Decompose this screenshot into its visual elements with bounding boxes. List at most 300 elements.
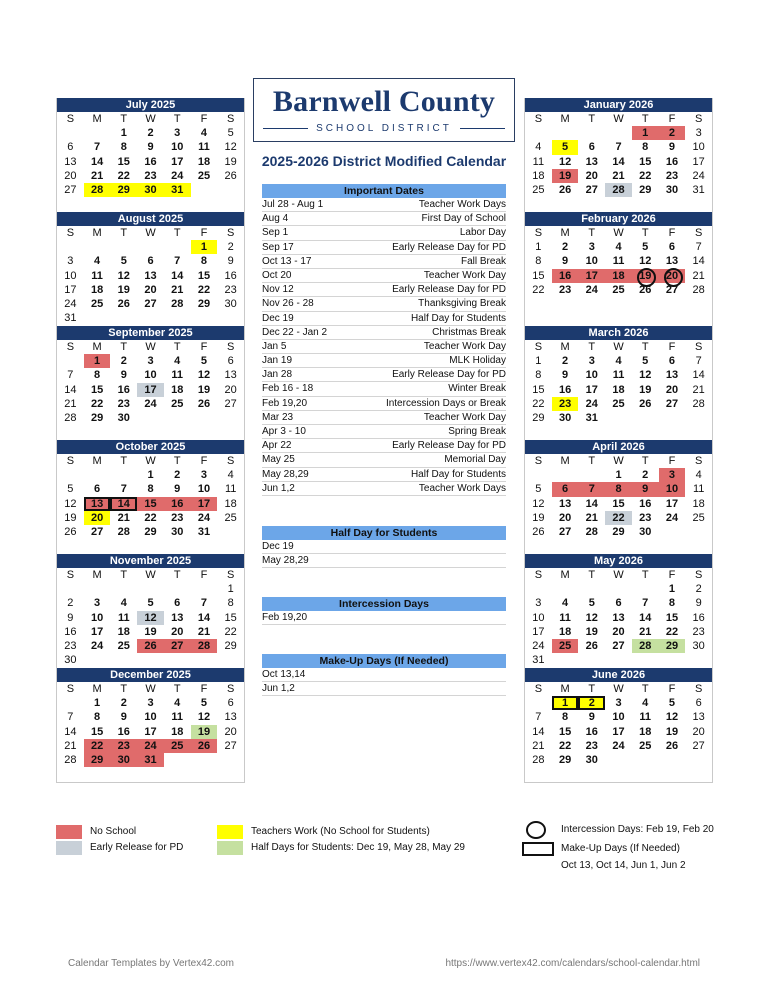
day-cell: 26 [639, 283, 652, 296]
day-cell: 27 [224, 397, 237, 410]
empty-cell [137, 653, 164, 667]
month-block [57, 212, 244, 326]
day-cell: 4 [642, 697, 649, 710]
empty-cell [57, 126, 84, 140]
date-range: Sep 17 [262, 241, 294, 253]
footer-right[interactable]: https://www.vertex42.com/calendars/school-calendar.html [445, 958, 700, 969]
date-range: Dec 19 [262, 541, 294, 552]
day-cell: 9 [695, 597, 702, 610]
day-cell: 16 [665, 155, 679, 168]
week-row [57, 525, 244, 539]
day-cell: 10 [90, 611, 104, 624]
day-cell: 18 [117, 625, 130, 638]
day-cell: 1 [147, 469, 154, 482]
day-cell: 15 [532, 269, 545, 282]
day-cell: 7 [695, 355, 702, 368]
weekday-label: W [145, 341, 156, 353]
week-row [525, 169, 712, 183]
day-cell: 9 [67, 611, 74, 624]
week-row [525, 155, 712, 169]
day-cell: 28 [171, 297, 184, 310]
day-cell: 17 [137, 383, 164, 397]
weekday-label: T [588, 341, 596, 353]
day-cell: 14 [64, 383, 77, 396]
day-cell: 8 [94, 369, 101, 382]
day-cell: 11 [612, 369, 625, 382]
date-range: May 28,29 [262, 468, 309, 480]
date-range: Jan 5 [262, 340, 287, 352]
day-cell: 16 [585, 725, 598, 738]
weekday-label: M [92, 455, 102, 467]
day-cell: 20 [84, 511, 111, 525]
weekday-header [57, 112, 244, 126]
day-cell: 16 [552, 269, 579, 283]
weekday-label: F [668, 113, 676, 125]
day-cell: 29 [144, 525, 157, 538]
weekday-header [57, 340, 244, 354]
day-cell: 31 [532, 654, 545, 667]
day-cell: 20 [171, 625, 184, 638]
weekday-label: W [613, 569, 624, 581]
day-cell: 11 [171, 369, 184, 382]
empty-cell [110, 582, 137, 596]
day-cell: 24 [144, 397, 157, 410]
empty-cell [84, 311, 111, 325]
day-cell: 3 [535, 597, 542, 610]
day-cell: 7 [695, 241, 702, 254]
week-row [525, 739, 712, 753]
day-cell: 23 [552, 397, 579, 411]
weekday-label: M [92, 227, 102, 239]
day-cell: 14 [197, 611, 211, 624]
day-cell: 23 [171, 511, 184, 524]
week-row [57, 368, 244, 382]
week-row [57, 155, 244, 169]
week-row [57, 639, 244, 653]
day-cell: 21 [117, 511, 130, 524]
date-row [262, 312, 506, 326]
weekday-label: M [92, 341, 102, 353]
weekday-label: T [120, 683, 128, 695]
day-cell: 22 [532, 397, 545, 410]
legend-col-3 [522, 820, 714, 874]
weekday-label: T [641, 683, 649, 695]
event-name: Christmas Break [432, 326, 506, 338]
day-cell: 6 [668, 355, 676, 368]
week-row [57, 169, 244, 183]
day-cell: 1 [632, 126, 659, 140]
date-range: Oct 13 - 17 [262, 255, 312, 267]
event-name: Early Release Day for PD [392, 284, 506, 296]
circle-icon [526, 821, 546, 839]
date-range: Dec 22 - Jan 2 [262, 326, 328, 338]
day-cell: 18 [532, 169, 545, 182]
date-row [262, 611, 506, 625]
day-cell: 1 [84, 354, 111, 368]
day-cell: 1 [668, 583, 676, 596]
weekday-label: W [145, 113, 156, 125]
day-cell: 13 [665, 369, 679, 382]
day-cell: 28 [84, 183, 111, 197]
day-cell: 24 [532, 639, 545, 652]
day-cell: 27 [64, 183, 77, 196]
week-row [525, 753, 712, 767]
day-cell: 9 [120, 369, 127, 382]
day-cell: 26 [197, 397, 211, 410]
date-range: Jun 1,2 [262, 482, 295, 494]
day-cell: 19 [665, 725, 679, 738]
empty-cell [685, 411, 712, 425]
empty-cell [84, 240, 111, 254]
date-range: Nov 12 [262, 284, 294, 296]
empty-cell [110, 240, 137, 254]
day-cell: 30 [585, 753, 598, 766]
day-cell: 21 [639, 625, 652, 638]
event-name: MLK Holiday [449, 355, 506, 367]
day-cell: 19 [632, 269, 659, 283]
week-row [525, 710, 712, 724]
event-name: Labor Day [459, 227, 506, 239]
day-cell: 15 [532, 383, 545, 396]
day-cell: 22 [605, 511, 632, 525]
date-row [262, 326, 506, 340]
date-range: Feb 16 - 18 [262, 383, 314, 395]
day-cell: 19 [144, 625, 157, 638]
legend-no-school: No School [90, 826, 137, 837]
day-cell: 16 [639, 497, 652, 510]
day-cell: 18 [612, 383, 625, 396]
day-cell: 19 [552, 169, 579, 183]
day-cell: 7 [615, 141, 622, 154]
day-cell: 30 [665, 183, 679, 196]
day-cell: 3 [147, 355, 154, 368]
early-release-swatch [56, 841, 82, 855]
day-cell: 12 [585, 611, 598, 624]
weekday-label: T [173, 455, 181, 467]
event-name: Spring Break [448, 426, 506, 437]
day-cell: 24 [137, 739, 164, 753]
day-cell: 30 [224, 297, 237, 310]
day-cell: 27 [612, 639, 625, 652]
day-cell: 26 [532, 525, 545, 538]
weekday-label: S [227, 683, 235, 695]
day-cell: 21 [692, 383, 705, 396]
empty-cell [191, 582, 218, 596]
makeup-header: Make-Up Days (If Needed) [262, 654, 506, 668]
day-cell: 9 [174, 483, 181, 496]
date-range: Jun 1,2 [262, 683, 295, 695]
day-cell: 21 [171, 283, 184, 296]
date-row [262, 453, 506, 467]
event-name: Memorial Day [444, 454, 506, 466]
week-row [525, 240, 712, 254]
week-row [525, 140, 712, 154]
day-cell: 17 [612, 725, 625, 738]
day-cell: 26 [665, 739, 679, 752]
day-cell: 14 [639, 611, 652, 624]
day-cell: 24 [64, 297, 77, 310]
day-cell: 11 [559, 611, 571, 624]
event-name: Half Day for Students [410, 312, 506, 324]
month-block [57, 554, 244, 668]
event-name: Early Release Day for PD [392, 440, 506, 452]
footer-left[interactable]: Calendar Templates by Vertex42.com [68, 958, 235, 969]
weekday-label: S [534, 569, 543, 581]
date-range: Feb 19,20 [262, 612, 308, 623]
month-block [525, 212, 712, 326]
day-cell: 20 [659, 269, 686, 283]
day-cell: 11 [117, 611, 130, 624]
teachers-work-swatch [217, 825, 243, 839]
day-cell: 5 [120, 255, 127, 268]
day-cell: 14 [585, 497, 598, 510]
empty-cell [137, 240, 164, 254]
date-row [262, 668, 506, 682]
day-cell: 4 [120, 597, 127, 610]
date-range: Mar 23 [262, 411, 294, 423]
day-cell: 23 [692, 625, 705, 638]
date-row [262, 425, 506, 439]
weekday-label: T [173, 683, 181, 695]
empty-cell [217, 653, 244, 667]
day-cell: 5 [67, 483, 74, 496]
day-cell: 12 [639, 255, 652, 268]
empty-cell [137, 411, 164, 425]
empty-cell [659, 411, 686, 425]
weekday-header [525, 682, 712, 696]
day-cell: 17 [578, 269, 605, 283]
week-row [57, 511, 244, 525]
weekday-label: F [668, 683, 676, 695]
date-row [262, 397, 506, 411]
day-cell: 8 [200, 255, 208, 268]
day-cell: 9 [227, 255, 234, 268]
day-cell: 22 [532, 283, 545, 296]
date-row [262, 411, 506, 425]
intercession-section [262, 597, 506, 625]
day-cell: 13 [665, 255, 679, 268]
empty-cell [164, 240, 191, 254]
day-cell: 6 [67, 141, 74, 154]
date-row [262, 241, 506, 255]
day-cell: 27 [665, 283, 679, 296]
day-cell: 26 [64, 525, 77, 538]
day-cell: 7 [67, 369, 74, 382]
month-title: April 2026 [525, 440, 712, 454]
weekday-label: F [200, 569, 208, 581]
empty-cell [164, 753, 191, 767]
day-cell: 30 [110, 753, 137, 767]
day-cell: 23 [64, 639, 77, 652]
day-cell: 19 [532, 511, 545, 524]
day-cell: 24 [90, 639, 104, 652]
event-name: Teacher Work Day [423, 269, 506, 281]
weekday-label: S [695, 227, 703, 239]
day-cell: 10 [692, 141, 705, 154]
day-cell: 11 [91, 269, 103, 282]
date-range: Aug 4 [262, 213, 289, 225]
day-cell: 28 [64, 753, 77, 766]
day-cell: 11 [639, 711, 652, 724]
event-name: Winter Break [448, 383, 506, 395]
weekday-header [525, 112, 712, 126]
day-cell: 4 [615, 241, 622, 254]
day-cell: 13 [171, 611, 184, 624]
date-range: Oct 20 [262, 269, 292, 281]
day-cell: 21 [585, 511, 598, 524]
day-cell: 13 [64, 155, 77, 168]
date-row [262, 554, 506, 568]
week-row [57, 468, 244, 482]
day-cell: 26 [558, 183, 572, 196]
day-cell: 26 [224, 169, 237, 182]
day-cell: 25 [612, 283, 625, 296]
legend-intercession: Intercession Days: Feb 19, Feb 20 [561, 824, 714, 835]
day-cell: 24 [171, 169, 184, 182]
day-cell: 14 [692, 369, 705, 382]
day-cell: 20 [144, 283, 157, 296]
week-row [57, 653, 244, 667]
day-cell: 30 [137, 183, 164, 197]
day-cell: 14 [612, 155, 625, 168]
weekday-label: T [588, 227, 596, 239]
empty-cell [685, 753, 712, 767]
day-cell: 7 [535, 711, 542, 724]
date-range: May 25 [262, 454, 295, 466]
day-cell: 18 [605, 269, 632, 283]
empty-cell [552, 126, 579, 140]
day-cell: 27 [90, 525, 104, 538]
week-row [525, 269, 712, 283]
day-cell: 12 [532, 497, 545, 510]
day-cell: 31 [137, 753, 164, 767]
week-row [57, 611, 244, 625]
day-cell: 29 [532, 411, 545, 424]
empty-cell [84, 126, 111, 140]
weekday-label: F [200, 341, 208, 353]
event-name: Teacher Work Day [423, 340, 506, 352]
week-row [525, 368, 712, 382]
day-cell: 28 [692, 283, 705, 296]
day-cell: 14 [692, 255, 705, 268]
day-cell: 30 [117, 411, 130, 424]
day-cell: 28 [605, 183, 632, 197]
day-cell: 17 [585, 383, 598, 396]
week-row [57, 753, 244, 767]
weekday-label: S [227, 569, 235, 581]
day-cell: 10 [585, 369, 598, 382]
week-row [57, 297, 244, 311]
day-cell: 2 [562, 355, 569, 368]
empty-cell [632, 653, 659, 667]
day-cell: 6 [668, 241, 676, 254]
empty-cell [552, 582, 579, 596]
day-cell: 18 [171, 725, 184, 738]
day-cell: 18 [692, 497, 705, 510]
weekday-label: T [641, 569, 649, 581]
week-row [57, 140, 244, 154]
empty-cell [685, 653, 712, 667]
date-range: Apr 3 - 10 [262, 426, 306, 437]
empty-cell [137, 582, 164, 596]
day-cell: 19 [639, 383, 652, 396]
date-range: Nov 26 - 28 [262, 298, 314, 310]
weekday-label: S [695, 455, 703, 467]
day-cell: 31 [64, 312, 77, 325]
day-cell: 25 [692, 511, 705, 524]
empty-cell [632, 582, 659, 596]
weekday-label: F [200, 683, 208, 695]
day-cell: 12 [224, 141, 237, 154]
day-cell: 21 [692, 269, 705, 282]
weekday-label: S [66, 341, 75, 353]
day-cell: 8 [642, 141, 649, 154]
month-block [57, 98, 244, 212]
legend-col-2 [217, 824, 465, 856]
day-cell: 16 [224, 269, 237, 282]
day-cell: 23 [558, 283, 572, 296]
empty-cell [659, 753, 686, 767]
weekday-header [57, 454, 244, 468]
day-cell: 5 [227, 127, 234, 140]
week-row [57, 354, 244, 368]
day-cell: 13 [84, 497, 111, 511]
day-cell: 28 [117, 525, 130, 538]
day-cell: 1 [615, 469, 622, 482]
day-cell: 8 [120, 141, 127, 154]
day-cell: 12 [665, 711, 679, 724]
empty-cell [57, 354, 84, 368]
weekday-label: S [534, 113, 543, 125]
day-cell: 22 [117, 169, 130, 182]
day-cell: 28 [532, 753, 545, 766]
week-row [525, 397, 712, 411]
empty-cell [84, 653, 111, 667]
day-cell: 3 [588, 241, 595, 254]
week-row [57, 411, 244, 425]
day-cell: 3 [615, 697, 622, 710]
month-title: October 2025 [57, 440, 244, 454]
day-cell: 7 [120, 483, 127, 496]
empty-cell [217, 183, 244, 197]
week-row [57, 397, 244, 411]
date-row [262, 382, 506, 396]
weekday-label: W [145, 683, 156, 695]
event-name: Early Release Day for PD [392, 369, 506, 381]
day-cell: 8 [147, 483, 154, 496]
page-title: 2025-2026 District Modified Calendar [261, 153, 507, 169]
day-cell: 6 [615, 597, 622, 610]
day-cell: 2 [642, 469, 649, 482]
week-row [525, 354, 712, 368]
day-cell: 25 [532, 183, 545, 196]
legend-early-release: Early Release for PD [90, 842, 184, 853]
box-icon [522, 842, 554, 856]
day-cell: 29 [659, 639, 686, 653]
week-row [57, 283, 244, 297]
empty-cell [217, 753, 244, 767]
day-cell: 27 [558, 525, 572, 538]
day-cell: 15 [90, 383, 104, 396]
day-cell: 15 [90, 725, 104, 738]
weekday-label: T [641, 341, 649, 353]
weekday-label: S [534, 683, 543, 695]
day-cell: 25 [197, 169, 211, 182]
day-cell: 5 [147, 597, 154, 610]
week-row [525, 582, 712, 596]
day-cell: 24 [692, 169, 705, 182]
day-cell: 9 [668, 141, 676, 154]
